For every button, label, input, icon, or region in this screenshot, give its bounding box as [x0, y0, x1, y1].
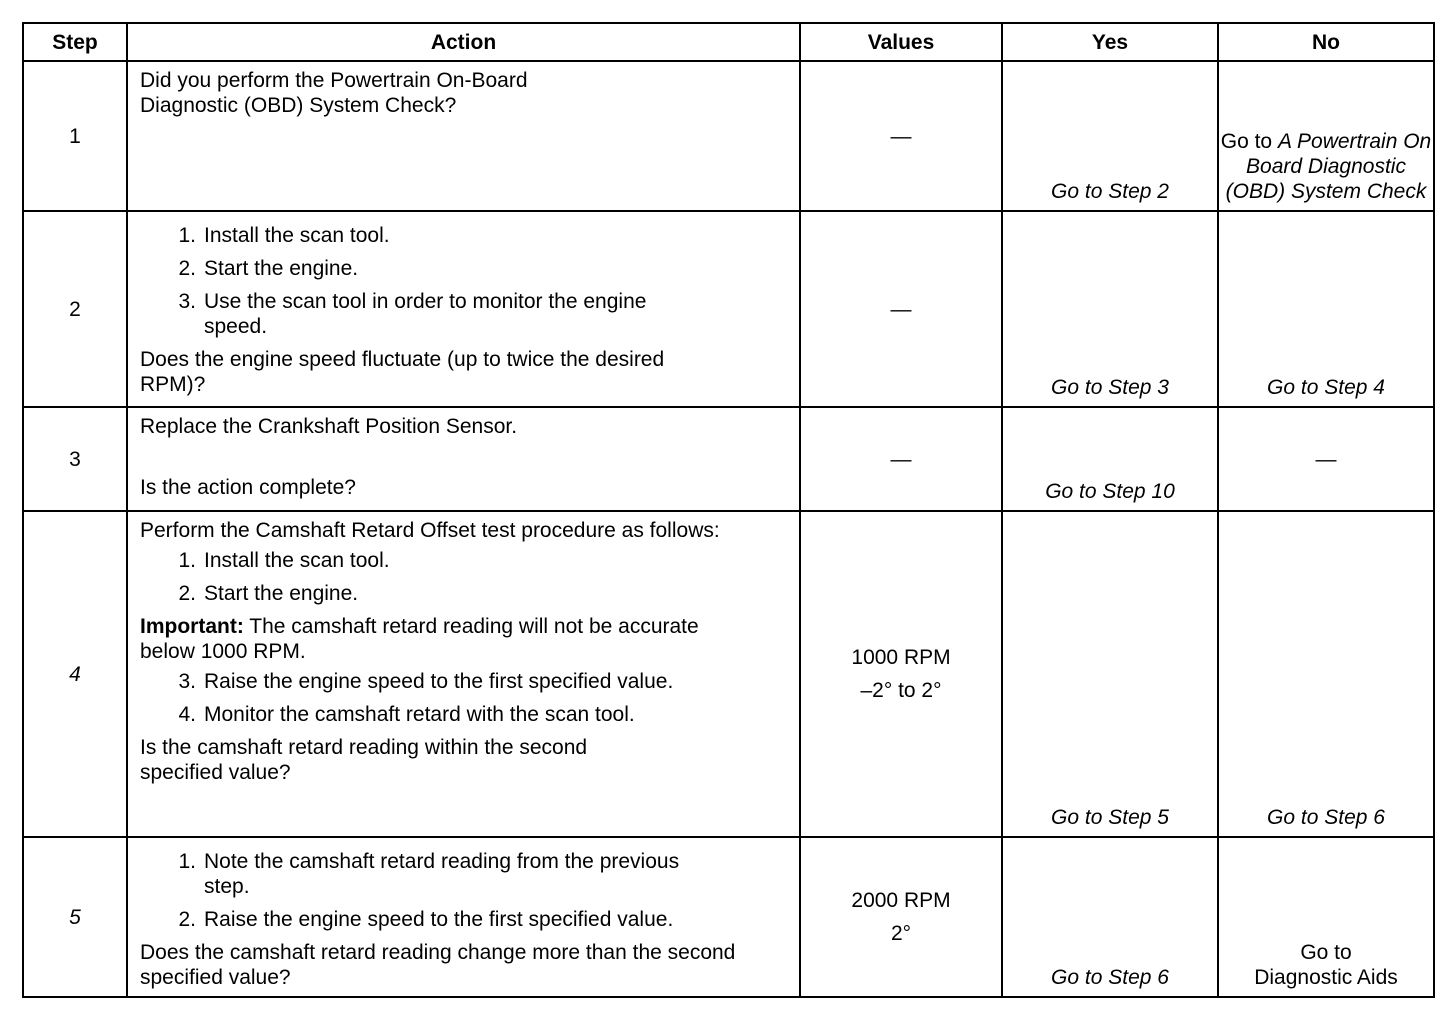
- value-rpm: 2000 RPM: [851, 889, 951, 912]
- table-row: [23, 407, 1434, 511]
- no-cell: Go to Step 6: [1218, 511, 1434, 837]
- item-number: 2.: [178, 257, 196, 280]
- no-link: A Powertrain On Board Diagnostic (OBD) System Check: [1225, 130, 1432, 203]
- value-degrees: –2° to 2°: [860, 679, 942, 702]
- list-item: [140, 702, 789, 727]
- value-degrees: 2°: [890, 922, 912, 945]
- item-text: Install the scan tool.: [204, 549, 390, 572]
- yes-cell: Go to Step 10: [1002, 407, 1218, 511]
- header-values: Values: [800, 23, 1002, 61]
- procedure-list: [140, 548, 789, 606]
- item-number: 1.: [178, 850, 196, 873]
- item-number: 3.: [178, 290, 196, 313]
- no-cell: [1218, 61, 1434, 211]
- item-number: 1.: [178, 224, 196, 247]
- table-row: [23, 511, 1434, 837]
- diagnostic-table: [22, 22, 1435, 998]
- list-item: [140, 223, 789, 248]
- action-question: Does the engine speed fluctuate (up to twice the desired RPM)?: [140, 348, 665, 396]
- values-cell: [800, 511, 1002, 837]
- action-cell: [127, 837, 800, 997]
- item-text: Note the camshaft retard reading from the previous step.: [204, 850, 680, 898]
- action-question: Did you perform the Powertrain On-Board Diagnostic (OBD) System Check?: [140, 69, 528, 117]
- no-cell: Go to Diagnostic Aids: [1218, 837, 1434, 997]
- item-number: 2.: [178, 908, 196, 931]
- important-text: The camshaft retard reading will not be accurate below 1000 RPM.: [140, 615, 699, 663]
- item-text: Start the engine.: [204, 257, 359, 280]
- action-intro: Perform the Camshaft Retard Offset test procedure as follows:: [140, 519, 720, 542]
- table-row: [23, 61, 1434, 211]
- list-item: [140, 548, 789, 573]
- action-question: Is the action complete?: [140, 476, 356, 499]
- no-cell: Go to Step 4: [1218, 211, 1434, 407]
- action-cell: [127, 407, 800, 511]
- action-cell: [127, 211, 800, 407]
- procedure-list: [140, 223, 789, 339]
- item-number: 3.: [178, 670, 196, 693]
- step-number: 5: [23, 837, 127, 997]
- step-number: 3: [23, 407, 127, 511]
- list-item: [140, 256, 789, 281]
- values-cell: [800, 837, 1002, 997]
- yes-cell: Go to Step 5: [1002, 511, 1218, 837]
- item-number: 1.: [178, 549, 196, 572]
- item-text: Use the scan tool in order to monitor the engine speed.: [204, 290, 647, 338]
- yes-cell: Go to Step 2: [1002, 61, 1218, 211]
- table-row: [23, 211, 1434, 407]
- important-note: [140, 614, 720, 664]
- values-cell: —: [800, 211, 1002, 407]
- yes-cell: Go to Step 3: [1002, 211, 1218, 407]
- list-item: [140, 669, 789, 694]
- yes-cell: Go to Step 6: [1002, 837, 1218, 997]
- list-item: [140, 849, 789, 899]
- header-step: Step: [23, 23, 127, 61]
- item-text: Raise the engine speed to the first specified value.: [204, 908, 674, 931]
- item-number: 2.: [178, 582, 196, 605]
- step-number: 4: [23, 511, 127, 837]
- item-text: Start the engine.: [204, 582, 359, 605]
- procedure-list: [140, 669, 789, 727]
- item-number: 4.: [178, 703, 196, 726]
- no-cell: —: [1218, 407, 1434, 511]
- list-item: [140, 907, 789, 932]
- item-text: Monitor the camshaft retard with the scan tool.: [204, 703, 635, 726]
- list-item: [140, 289, 789, 339]
- header-action: Action: [127, 23, 800, 61]
- no-prefix: Go to: [1220, 130, 1278, 153]
- list-item: [140, 581, 789, 606]
- action-question: Does the camshaft retard reading change more than the second specified value?: [140, 941, 736, 989]
- step-number: 1: [23, 61, 127, 211]
- item-text: Install the scan tool.: [204, 224, 390, 247]
- action-text: Replace the Crankshaft Position Sensor.: [140, 415, 518, 438]
- values-cell: —: [800, 407, 1002, 511]
- header-yes: Yes: [1002, 23, 1218, 61]
- header-no: No: [1218, 23, 1434, 61]
- table-row: [23, 837, 1434, 997]
- action-cell: [127, 511, 800, 837]
- procedure-list: [140, 849, 789, 932]
- item-text: Raise the engine speed to the first specified value.: [204, 670, 674, 693]
- important-label: Important:: [140, 615, 244, 638]
- action-question: Is the camshaft retard reading within the second specified value?: [140, 736, 588, 784]
- action-cell: [127, 61, 800, 211]
- header-row: [23, 23, 1434, 61]
- step-number: 2: [23, 211, 127, 407]
- value-rpm: 1000 RPM: [851, 646, 951, 669]
- values-cell: —: [800, 61, 1002, 211]
